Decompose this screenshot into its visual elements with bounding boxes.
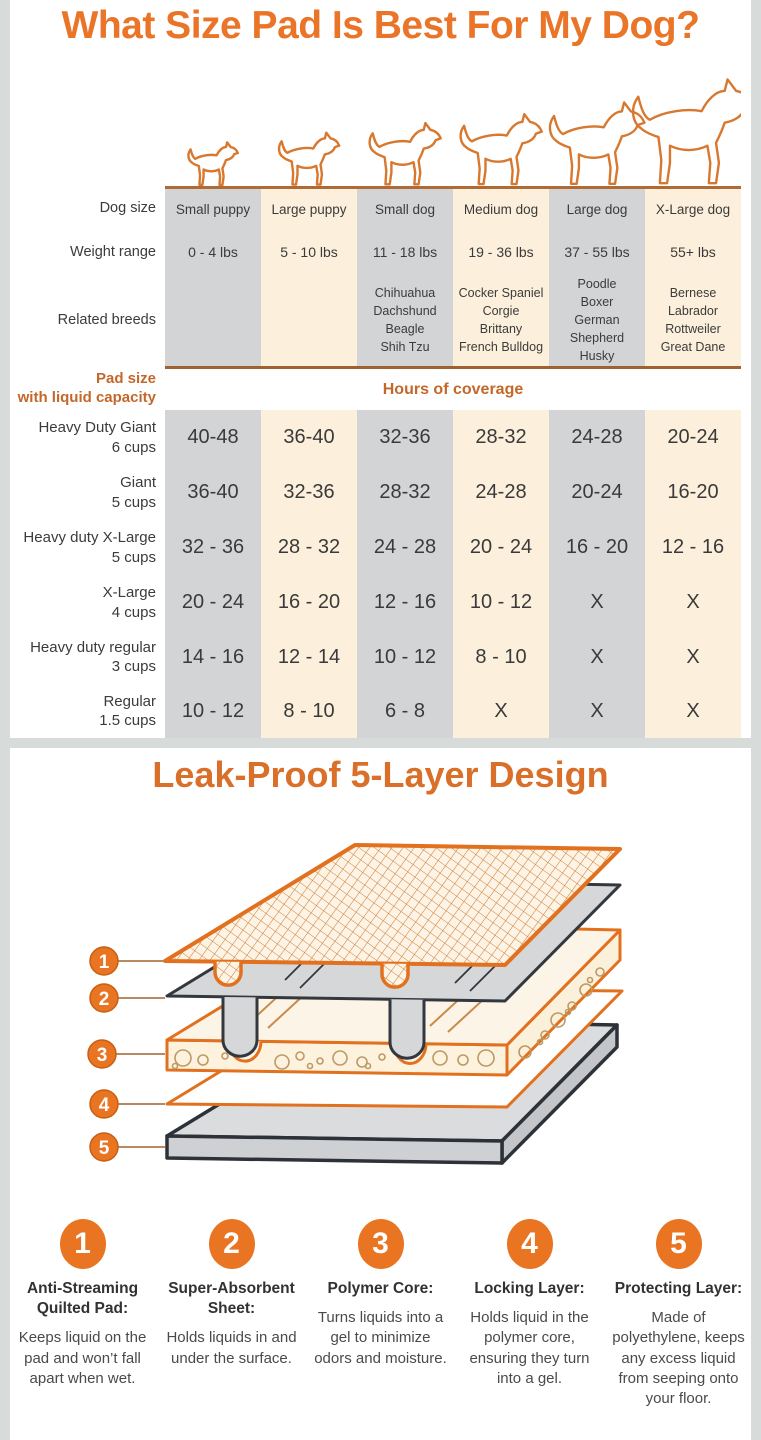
layer-heading: Polymer Core: <box>327 1280 434 1297</box>
layer-heading: Anti-Streaming Quilted Pad: <box>26 1280 139 1318</box>
coverage-cell: 32-36 <box>357 410 453 465</box>
coverage-cell: 16 - 20 <box>261 575 357 630</box>
row-label-weight-range <box>10 230 165 274</box>
number-badge-1: 1 <box>60 1219 106 1269</box>
coverage-cell: 12 - 16 <box>645 520 741 575</box>
breed: Shih Tzu <box>380 340 430 355</box>
coverage-cell: 16-20 <box>645 465 741 520</box>
coverage-cell: 40-48 <box>165 410 261 465</box>
dog-icon-large-dog <box>550 102 644 183</box>
breed: Dachshund <box>373 303 437 318</box>
pad-name: Heavy Duty Giant <box>38 419 156 436</box>
pad-capacity: 3 cups <box>111 658 156 675</box>
breeds-cell <box>261 274 357 366</box>
column-header: Small puppy <box>165 186 261 230</box>
layer-column-3 <box>308 1215 453 1440</box>
coverage-cell: X <box>453 684 549 738</box>
layer-1-number: 1 <box>98 952 110 973</box>
pad-capacity: 6 cups <box>111 438 156 456</box>
column-header: X-Large dog <box>645 186 741 230</box>
coverage-cell: 14 - 16 <box>165 630 261 684</box>
label-text: Pad size <box>95 369 156 387</box>
coverage-cell: X <box>645 684 741 738</box>
label-text: Weight range <box>70 244 156 260</box>
hours-of-coverage-header: Hours of coverage <box>165 366 741 410</box>
pad-name: Giant <box>120 474 156 491</box>
layer-3-number: 3 <box>96 1045 108 1066</box>
coverage-cell: 24-28 <box>453 465 549 520</box>
coverage-cell: 20-24 <box>549 465 645 520</box>
breed: Labrador <box>667 303 719 318</box>
layer-design-title: Leak-Proof 5-Layer Design <box>152 754 609 795</box>
weight-cell: 0 - 4 lbs <box>165 230 261 274</box>
coverage-cell: 8 - 10 <box>453 630 549 684</box>
number-badge-4: 4 <box>507 1219 553 1269</box>
weight-cell: 11 - 18 lbs <box>357 230 453 274</box>
dog-icon-small-puppy <box>188 142 237 184</box>
number-badge-5: 5 <box>656 1219 702 1269</box>
breed: Poodle <box>577 276 617 291</box>
coverage-cell: 10 - 12 <box>357 630 453 684</box>
pad-row-label <box>10 465 165 520</box>
size-guide-title: What Size Pad Is Best For My Dog? <box>61 4 700 47</box>
coverage-cell: 12 - 14 <box>261 630 357 684</box>
coverage-cell: X <box>549 684 645 738</box>
breed: Brittany <box>479 322 523 336</box>
label-text: Dog size <box>99 200 156 216</box>
coverage-cell: 12 - 16 <box>357 575 453 630</box>
pad-row-label <box>10 575 165 630</box>
breeds-cell <box>453 274 549 366</box>
breeds-cell <box>165 274 261 366</box>
coverage-cell: 28-32 <box>453 410 549 465</box>
layer-body: Holds liquid in the polymer core, ensuring they turn into a gel. <box>469 1309 590 1387</box>
pad-capacity: 4 cups <box>111 603 156 621</box>
layer-2-number: 2 <box>98 989 110 1010</box>
pad-row-label <box>10 520 165 575</box>
pad-name: X-Large <box>102 584 156 601</box>
coverage-cell: 36-40 <box>165 465 261 520</box>
coverage-cell: X <box>549 630 645 684</box>
coverage-cell: X <box>645 575 741 630</box>
dog-icon-medium-dog <box>461 114 542 184</box>
coverage-cell: 28-32 <box>357 465 453 520</box>
breeds-cell <box>549 274 645 366</box>
label-text: with liquid capacity <box>17 389 156 406</box>
layer-4-number: 4 <box>98 1095 110 1116</box>
coverage-cell: 24 - 28 <box>357 520 453 575</box>
size-table <box>10 186 741 738</box>
layer-body: Made of polyethylene, keeps any excess liquid from seeping onto your floor. <box>612 1309 745 1408</box>
coverage-cell: 36-40 <box>261 410 357 465</box>
coverage-cell: 20 - 24 <box>165 575 261 630</box>
breed: Corgie <box>482 303 520 318</box>
breeds-cell <box>645 274 741 366</box>
layer-column-5 <box>606 1215 751 1440</box>
column-header: Small dog <box>357 186 453 230</box>
coverage-cell: 6 - 8 <box>357 684 453 738</box>
coverage-cell: 32 - 36 <box>165 520 261 575</box>
coverage-cell: 20 - 24 <box>453 520 549 575</box>
weight-cell: 5 - 10 lbs <box>261 230 357 274</box>
row-label-related-breeds <box>10 274 165 366</box>
breed: Boxer <box>580 294 614 309</box>
breed: Husky <box>579 349 615 364</box>
coverage-cell: 10 - 12 <box>453 575 549 630</box>
dog-icon-xlarge-dog <box>633 79 741 183</box>
weight-cell: 55+ lbs <box>645 230 741 274</box>
layer-column-1 <box>10 1215 155 1440</box>
row-label-dog-size <box>10 186 165 230</box>
column-header: Large dog <box>549 186 645 230</box>
pad-name: Heavy duty X-Large <box>23 529 156 546</box>
weight-cell: 37 - 55 lbs <box>549 230 645 274</box>
pad-capacity: 5 cups <box>111 548 156 566</box>
layer-column-2 <box>159 1215 304 1440</box>
breed: Beagle <box>385 322 425 336</box>
weight-cell: 19 - 36 lbs <box>453 230 549 274</box>
five-layer-diagram <box>0 820 761 1220</box>
coverage-cell: 16 - 20 <box>549 520 645 575</box>
coverage-cell: X <box>645 630 741 684</box>
coverage-cell: 8 - 10 <box>261 684 357 738</box>
breed: Great Dane <box>660 340 726 355</box>
coverage-cell: 20-24 <box>645 410 741 465</box>
breed: French Bulldog <box>458 340 544 355</box>
pointer-lines <box>116 961 165 1147</box>
coverage-cell: 32-36 <box>261 465 357 520</box>
breed: Chihuahua <box>374 285 436 300</box>
label-text: Related breeds <box>57 312 156 328</box>
layer-5-number: 5 <box>98 1138 110 1159</box>
pad-name: Regular <box>103 692 156 710</box>
coverage-cell: 10 - 12 <box>165 684 261 738</box>
pad-row-label <box>10 684 165 738</box>
number-badge-3: 3 <box>358 1219 404 1269</box>
number-badge-2: 2 <box>209 1219 255 1269</box>
breeds-cell <box>357 274 453 366</box>
layer-heading: Protecting Layer: <box>614 1280 743 1297</box>
diagram-badges <box>88 947 118 1161</box>
layer-heading: Locking Layer: <box>474 1280 585 1297</box>
layer-column-4 <box>457 1215 602 1440</box>
pad-row-label <box>10 410 165 465</box>
dog-icon-large-puppy <box>279 133 339 185</box>
coverage-cell: X <box>549 575 645 630</box>
pad-row-label <box>10 630 165 684</box>
pad-size-label <box>10 366 165 410</box>
column-header: Large puppy <box>261 186 357 230</box>
pad-capacity: 5 cups <box>111 493 156 511</box>
pad-name: Heavy duty regular <box>30 638 156 656</box>
layer-body: Holds liquids in and under the surface. <box>166 1329 297 1367</box>
layer-descriptions <box>10 1215 751 1440</box>
breed: Cocker Spaniel <box>458 285 544 300</box>
coverage-cell: 24-28 <box>549 410 645 465</box>
breed: Bernese <box>669 285 717 300</box>
breed: Rottweiler <box>665 322 721 336</box>
column-header: Medium dog <box>453 186 549 230</box>
dog-icon-small-dog <box>370 123 441 184</box>
breed: German Shepherd <box>569 312 625 346</box>
pad-capacity: 1.5 cups <box>99 712 156 729</box>
coverage-cell: 28 - 32 <box>261 520 357 575</box>
layer-heading: Super-Absorbent Sheet: <box>168 1280 295 1318</box>
layer-body: Keeps liquid on the pad and won’t fall apart when wet. <box>18 1329 147 1387</box>
dog-silhouette-icons <box>165 52 741 186</box>
layer-body: Turns liquids into a gel to minimize odors and moisture. <box>314 1309 447 1367</box>
